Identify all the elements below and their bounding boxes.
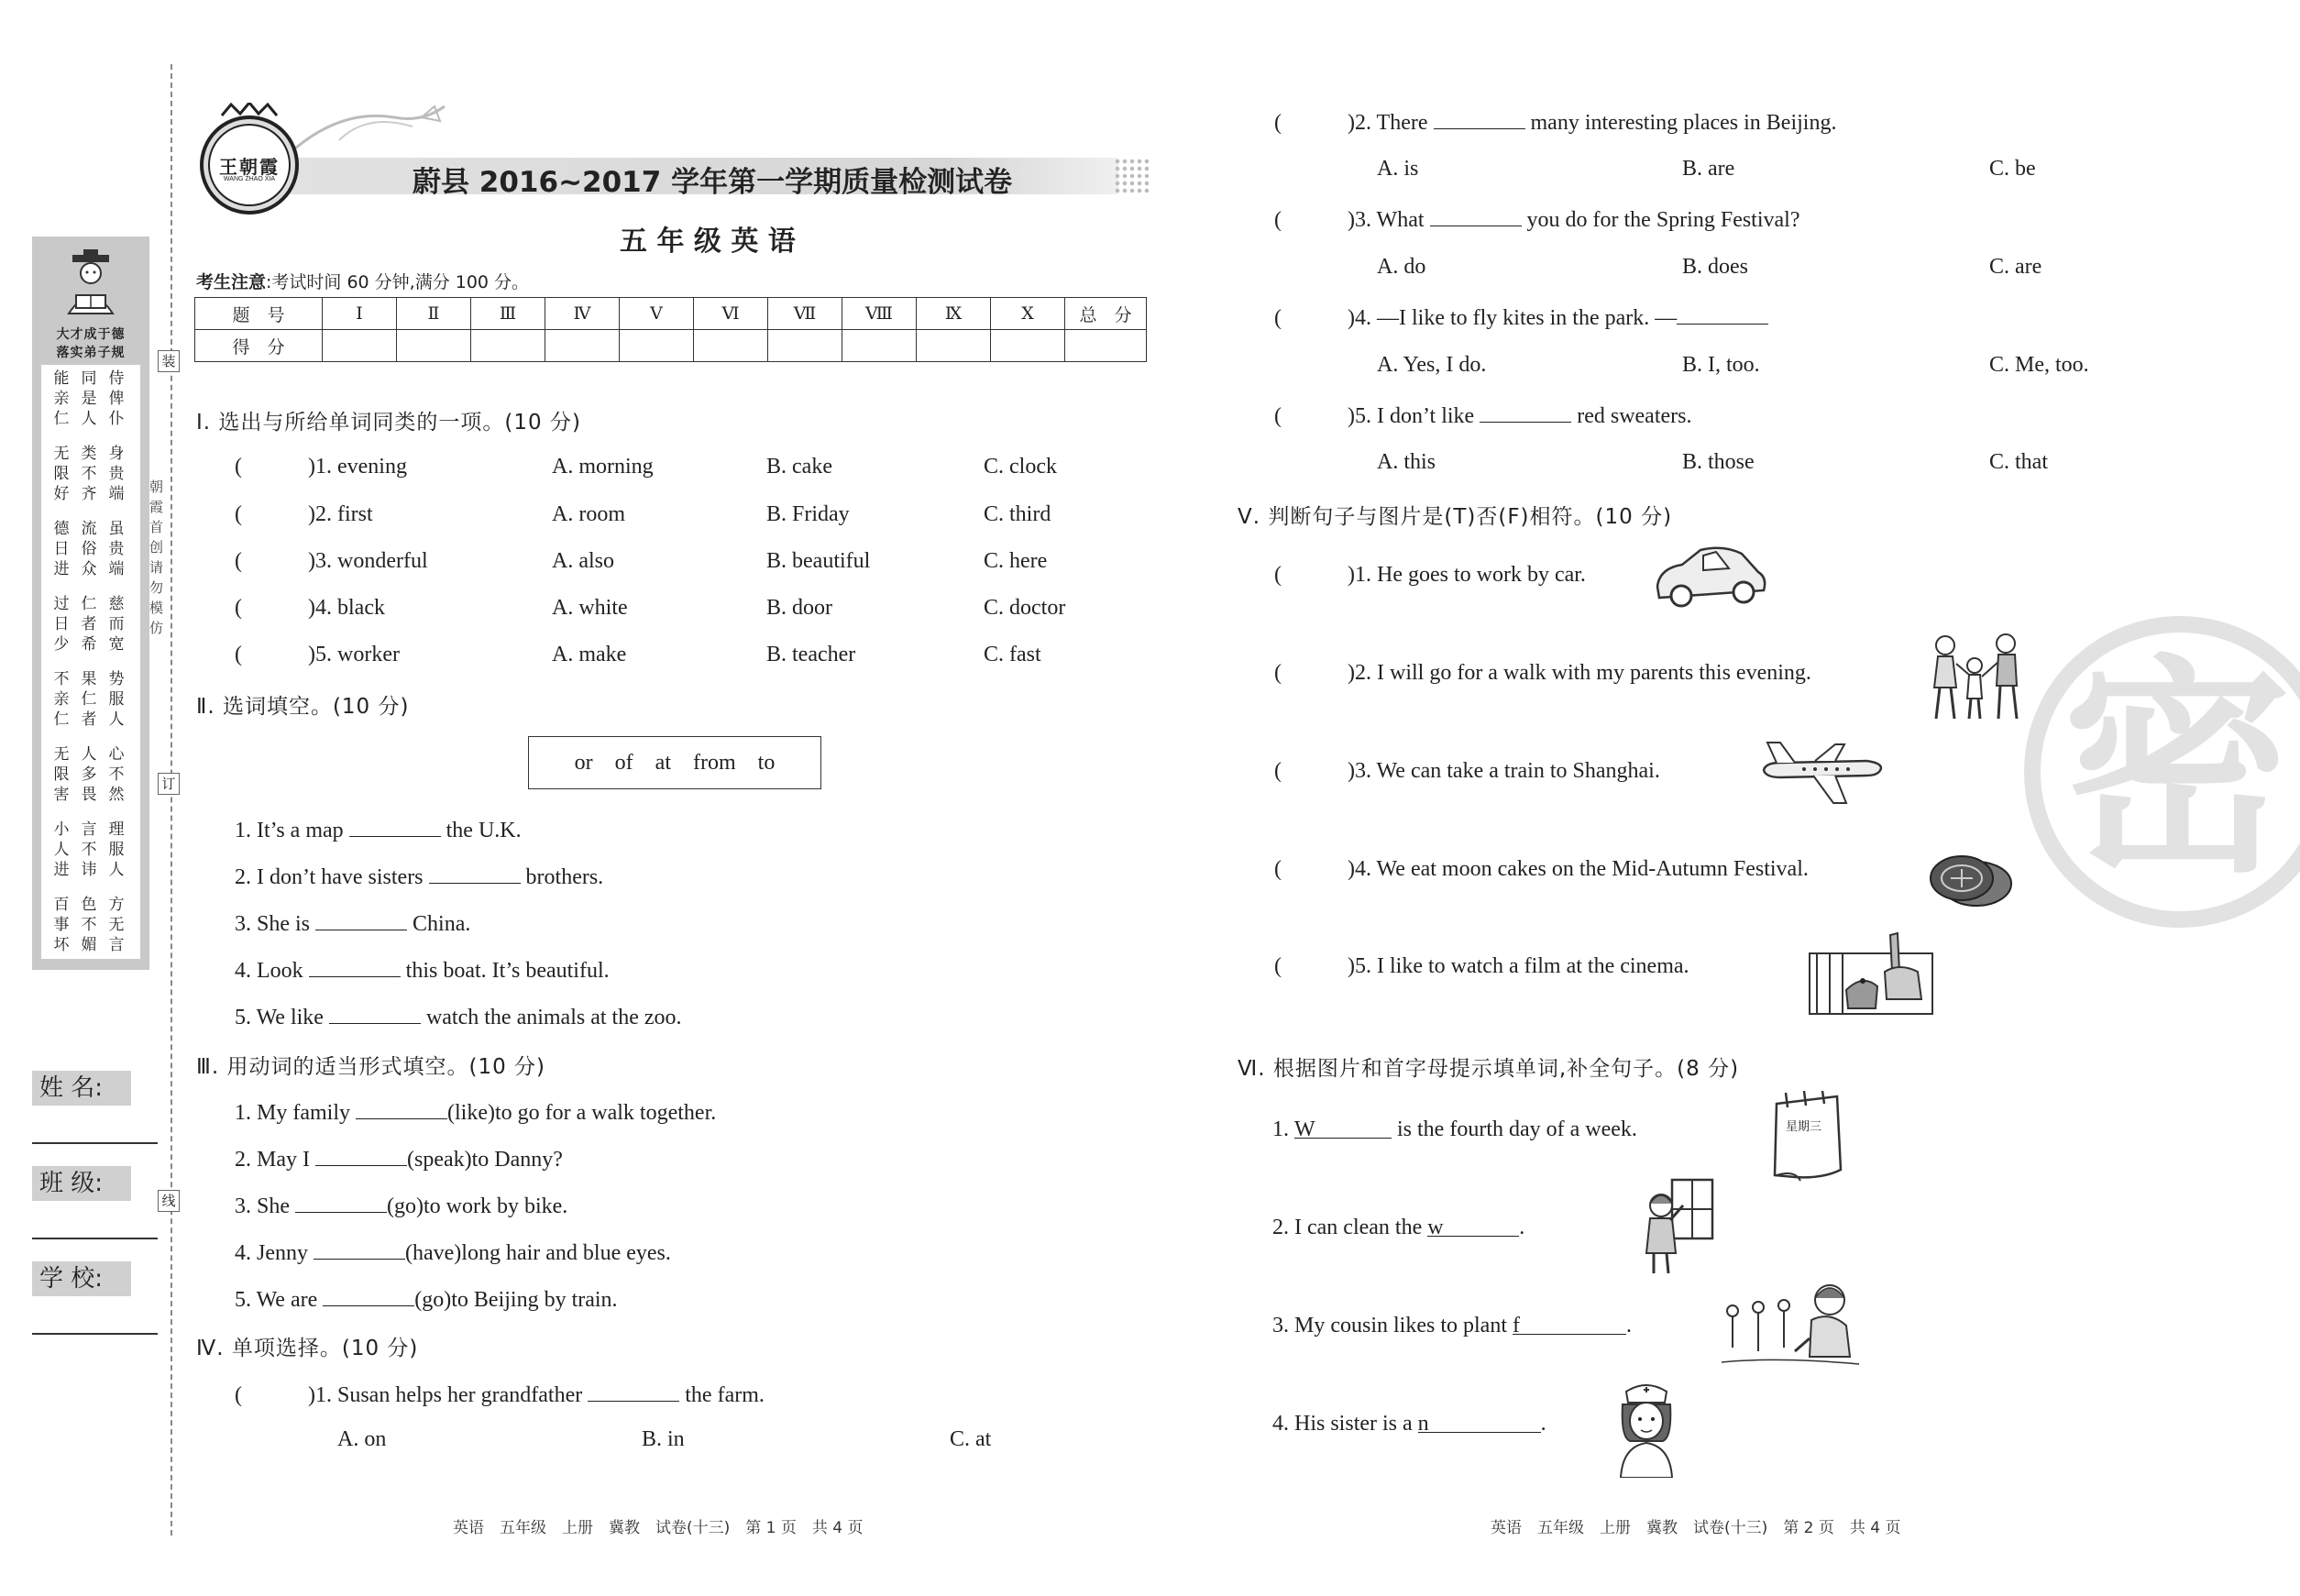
s1-opt-c[interactable]: C. clock bbox=[984, 455, 1057, 479]
poem-col: 虽贵端 bbox=[108, 520, 127, 578]
s4-opt-c[interactable]: C. are bbox=[1989, 255, 2042, 279]
calendar-icon bbox=[1767, 1091, 1846, 1186]
zoo-animals-icon bbox=[1808, 926, 1936, 1021]
s1-opt-c[interactable]: C. fast bbox=[984, 643, 1041, 666]
s1-opt-b[interactable]: B. teacher bbox=[766, 643, 856, 666]
class-field[interactable] bbox=[32, 1238, 158, 1239]
s4-opt-a[interactable]: A. on bbox=[337, 1427, 387, 1451]
s4-opt-c[interactable]: C. be bbox=[1989, 157, 2036, 181]
poem-col: 类不齐 bbox=[81, 445, 99, 503]
s6-post: is the fourth day of a week. bbox=[1397, 1117, 1637, 1141]
family-walk-icon bbox=[1925, 633, 2028, 728]
score-col-total: 总 分 bbox=[1065, 298, 1147, 330]
s2-pre: 1. It’s a map bbox=[235, 819, 344, 842]
s1-stem: )5. worker bbox=[308, 643, 400, 666]
s1-opt-b[interactable]: B. cake bbox=[766, 455, 832, 479]
score-cell[interactable] bbox=[694, 330, 768, 362]
s1-stem: )4. black bbox=[308, 596, 385, 620]
s2-pre: 4. Look bbox=[235, 959, 303, 983]
s6-letter: w bbox=[1427, 1216, 1444, 1239]
section1-title: Ⅰ. 选出与所给单词同类的一项。(10 分) bbox=[196, 411, 581, 435]
s4-opt-a[interactable]: A. do bbox=[1377, 255, 1426, 279]
s3-pre: 4. Jenny bbox=[235, 1241, 308, 1265]
vertical-note: 朝霞首创 请勿模仿 bbox=[149, 479, 164, 636]
s4-blank[interactable] bbox=[1677, 303, 1768, 325]
poem-col: 德日进 bbox=[53, 520, 72, 578]
poem-col: 人多畏 bbox=[81, 745, 99, 804]
s6-post: . bbox=[1519, 1216, 1525, 1239]
word-bank-item: at bbox=[655, 751, 671, 775]
score-cell[interactable] bbox=[471, 330, 545, 362]
s4-opt-c[interactable]: C. at bbox=[950, 1427, 992, 1451]
word-bank-box bbox=[528, 736, 821, 789]
s1-item-3: ( )3. wonderful bbox=[235, 549, 428, 573]
poem-col: 不亲仁 bbox=[53, 670, 72, 729]
s2-post: this boat. It’s beautiful. bbox=[405, 959, 610, 983]
poem-col: 身贵端 bbox=[108, 445, 127, 503]
s5-item-5: ( )5. I like to watch a film at the cinema. bbox=[1274, 954, 1689, 978]
fold-mark-3: 线 bbox=[158, 1190, 180, 1212]
s6-item-2 bbox=[1272, 1216, 1524, 1240]
score-col: Ⅶ bbox=[768, 298, 842, 330]
s4-blank[interactable] bbox=[1434, 108, 1525, 129]
s2-pre: 3. She is bbox=[235, 912, 311, 936]
s4-pre: )5. I don’t like bbox=[1348, 404, 1475, 428]
s1-item-4: ( )4. black bbox=[235, 596, 385, 620]
score-cell[interactable] bbox=[917, 330, 991, 362]
s5-text: )3. We can take a train to Shanghai. bbox=[1348, 759, 1660, 783]
score-cell[interactable] bbox=[323, 330, 397, 362]
poem-col: 方无言 bbox=[108, 896, 127, 954]
score-cell[interactable] bbox=[768, 330, 842, 362]
scholar-icon bbox=[56, 249, 126, 323]
s3-pre: 5. We are bbox=[235, 1288, 318, 1312]
motto-line-2: 落实弟子规 bbox=[56, 346, 126, 360]
poem-col: 无限好 bbox=[53, 445, 72, 503]
s4-item-3: ( )3. What you do for the Spring Festival? bbox=[1274, 205, 1800, 233]
s2-blank[interactable] bbox=[315, 909, 407, 930]
poem-col: 果仁者 bbox=[81, 670, 99, 729]
s5-text: )5. I like to watch a film at the cinema. bbox=[1348, 954, 1689, 978]
s3-pre: 1. My family bbox=[235, 1101, 350, 1125]
s2-item-1 bbox=[235, 816, 522, 843]
s3-item-5 bbox=[235, 1285, 618, 1313]
s5-item-2: ( )2. I will go for a walk with my parents this evening. bbox=[1274, 661, 1811, 685]
section6-title: Ⅵ. 根据图片和首字母提示填单词,补全句子。(8 分) bbox=[1238, 1057, 1740, 1081]
s4-pre: )2. There bbox=[1348, 111, 1428, 135]
s1-item-2: ( )2. first bbox=[235, 502, 373, 526]
s3-item-4 bbox=[235, 1238, 671, 1266]
footer-right: 英语 五年级 上册 冀教 试卷(十三) 第 2 页 共 4 页 bbox=[1491, 1519, 1901, 1537]
s6-pre: 1. bbox=[1272, 1117, 1289, 1141]
logo-text: 王朝霞 bbox=[219, 156, 280, 178]
s4-post: you do for the Spring Festival? bbox=[1526, 208, 1800, 232]
score-table bbox=[194, 297, 1147, 362]
s6-letter: n bbox=[1417, 1412, 1429, 1436]
s4-opt-b[interactable]: B. in bbox=[642, 1427, 685, 1451]
score-col: Ⅲ bbox=[471, 298, 545, 330]
s4-blank[interactable] bbox=[588, 1381, 679, 1402]
s5-text: )1. He goes to work by car. bbox=[1348, 563, 1586, 587]
notice-label: 考生注意 bbox=[196, 272, 267, 292]
score-cell[interactable] bbox=[545, 330, 620, 362]
s6-blank[interactable] bbox=[1427, 1216, 1519, 1237]
word-bank-item: to bbox=[757, 751, 776, 775]
poem-col: 小人进 bbox=[53, 820, 72, 879]
score-cell[interactable] bbox=[1065, 330, 1147, 362]
s4-item-1: ( )1. Susan helps her grandfather the farm. bbox=[235, 1381, 765, 1408]
s2-item-4 bbox=[235, 956, 610, 984]
s4-opt-b[interactable]: B. I, too. bbox=[1682, 353, 1760, 377]
s2-post: the U.K. bbox=[446, 819, 522, 842]
score-col: Ⅵ bbox=[694, 298, 768, 330]
airplane-icon bbox=[1758, 733, 1887, 810]
poem-columns bbox=[41, 367, 140, 963]
s2-post: China. bbox=[413, 912, 471, 936]
school-label: 学 校: bbox=[32, 1261, 131, 1296]
s3-post: (like)to go for a walk together. bbox=[447, 1101, 717, 1125]
section5-title: Ⅴ. 判断句子与图片是(T)否(F)相符。(10 分) bbox=[1238, 505, 1673, 529]
s4-opt-b[interactable]: B. are bbox=[1682, 157, 1735, 181]
s6-post: . bbox=[1625, 1314, 1632, 1337]
s4-item-4: ( )4. —I like to fly kites in the park. — bbox=[1274, 303, 1768, 331]
s6-pre: 4. His sister is a bbox=[1272, 1412, 1413, 1436]
s3-pre: 3. She bbox=[235, 1194, 290, 1218]
s2-post: watch the animals at the zoo. bbox=[425, 1006, 682, 1029]
section3-title: Ⅲ. 用动词的适当形式填空。(10 分) bbox=[196, 1055, 546, 1079]
score-cell[interactable] bbox=[620, 330, 694, 362]
poem-col: 言不讳 bbox=[81, 820, 99, 879]
s5-text: )4. We eat moon cakes on the Mid-Autumn Festival. bbox=[1348, 857, 1809, 881]
s3-item-2 bbox=[235, 1145, 563, 1172]
s5-text: )2. I will go for a walk with my parents this evening. bbox=[1348, 661, 1811, 685]
class-label: 班 级: bbox=[32, 1166, 131, 1201]
score-cell[interactable] bbox=[991, 330, 1065, 362]
s2-pre: 5. We like bbox=[235, 1006, 324, 1029]
poem-col: 过日少 bbox=[53, 595, 72, 654]
s1-opt-b[interactable]: B. beautiful bbox=[766, 549, 871, 573]
s6-blank[interactable] bbox=[1417, 1412, 1541, 1436]
footer-left: 英语 五年级 上册 冀教 试卷(十三) 第 1 页 共 4 页 bbox=[453, 1519, 864, 1537]
s1-opt-a[interactable]: A. also bbox=[552, 549, 614, 573]
s1-opt-c[interactable]: C. doctor bbox=[984, 596, 1066, 620]
boy-planting-flowers-icon bbox=[1722, 1274, 1868, 1379]
s3-post: (have)long hair and blue eyes. bbox=[405, 1241, 671, 1265]
score-col: Ⅱ bbox=[397, 298, 471, 330]
s4-item-5: ( )5. I don’t like red sweaters. bbox=[1274, 402, 1691, 429]
score-col: Ⅳ bbox=[545, 298, 620, 330]
brand-logo-seal bbox=[196, 103, 303, 218]
s2-item-3 bbox=[235, 909, 470, 937]
score-row-label: 得 分 bbox=[195, 330, 323, 362]
ribbon-decoration-icon bbox=[284, 99, 449, 163]
s6-blank[interactable] bbox=[1294, 1117, 1392, 1139]
poem-col: 侍俾仆 bbox=[108, 369, 127, 428]
word-bank-item: of bbox=[614, 751, 633, 775]
s1-opt-a[interactable]: A. white bbox=[552, 596, 628, 620]
calendar-text: 星期三 bbox=[1786, 1120, 1822, 1134]
fold-mark-2: 订 bbox=[158, 773, 180, 795]
score-col-label: 题 号 bbox=[195, 298, 323, 330]
s1-opt-b[interactable]: B. door bbox=[766, 596, 832, 620]
score-cell[interactable] bbox=[842, 330, 917, 362]
banner-dots bbox=[1114, 158, 1150, 194]
s1-item-5: ( )5. worker bbox=[235, 643, 400, 666]
s1-opt-a[interactable]: A. morning bbox=[552, 455, 654, 479]
s6-item-3 bbox=[1272, 1314, 1632, 1338]
s2-item-5 bbox=[235, 1003, 682, 1030]
s5-item-3: ( )3. We can take a train to Shanghai. bbox=[1274, 759, 1660, 783]
s1-stem: )1. evening bbox=[308, 455, 407, 479]
s4-opt-a[interactable]: A. this bbox=[1377, 450, 1436, 474]
s4-item-2: ( )2. There many interesting places in Beijing. bbox=[1274, 108, 1836, 136]
s4-pre: )4. —I like to fly kites in the park. — bbox=[1348, 306, 1678, 330]
s4-post: the farm. bbox=[685, 1383, 765, 1407]
poem-col: 同是人 bbox=[81, 369, 99, 428]
s3-post: (speak)to Danny? bbox=[406, 1148, 563, 1172]
poem-col: 心不然 bbox=[108, 745, 127, 804]
poem-col: 仁者希 bbox=[81, 595, 99, 654]
poem-col: 能亲仁 bbox=[53, 369, 72, 428]
s1-opt-c[interactable]: C. third bbox=[984, 502, 1051, 526]
s3-blank[interactable] bbox=[295, 1192, 387, 1213]
word-bank-item: from bbox=[693, 751, 736, 775]
s1-opt-c[interactable]: C. here bbox=[984, 549, 1048, 573]
s4-opt-b[interactable]: B. those bbox=[1682, 450, 1755, 474]
score-table-score-row bbox=[195, 330, 1147, 362]
subject-title: 五 年 级 英 语 bbox=[620, 226, 796, 258]
s4-opt-c[interactable]: C. Me, too. bbox=[1989, 353, 2089, 377]
s6-item-1 bbox=[1272, 1117, 1637, 1142]
s4-blank[interactable] bbox=[1480, 402, 1571, 423]
s2-blank[interactable] bbox=[329, 1003, 421, 1024]
s2-blank[interactable] bbox=[309, 956, 401, 977]
s5-item-1: ( )1. He goes to work by car. bbox=[1274, 563, 1586, 587]
s6-post: . bbox=[1540, 1412, 1546, 1436]
s2-post: brothers. bbox=[525, 865, 604, 889]
s1-stem: )2. first bbox=[308, 502, 373, 526]
s2-item-2 bbox=[235, 863, 603, 890]
s3-post: (go)to Beijing by train. bbox=[414, 1288, 618, 1312]
s6-blank[interactable] bbox=[1513, 1314, 1626, 1335]
s3-item-3 bbox=[235, 1192, 567, 1219]
s1-opt-b[interactable]: B. Friday bbox=[766, 502, 850, 526]
car-icon bbox=[1650, 541, 1769, 618]
motto-line-1: 大才成于德 bbox=[56, 327, 126, 342]
s3-blank[interactable] bbox=[315, 1145, 407, 1166]
score-col: Ⅷ bbox=[842, 298, 917, 330]
name-label: 姓 名: bbox=[32, 1071, 131, 1106]
poem-col: 百事坏 bbox=[53, 896, 72, 954]
s3-blank[interactable] bbox=[314, 1238, 405, 1260]
s4-pre: )3. What bbox=[1348, 208, 1425, 232]
s5-item-4: ( )4. We eat moon cakes on the Mid-Autumn Festival. bbox=[1274, 857, 1809, 881]
name-field[interactable] bbox=[32, 1142, 158, 1144]
watermark-char: 密 bbox=[2063, 636, 2292, 903]
s3-post: (go)to work by bike. bbox=[387, 1194, 568, 1218]
s1-stem: )3. wonderful bbox=[308, 549, 428, 573]
mooncake-icon bbox=[1927, 853, 2015, 911]
poem-col: 无限害 bbox=[53, 745, 72, 804]
score-col: Ⅰ bbox=[323, 298, 397, 330]
s4-opt-a[interactable]: A. Yes, I do. bbox=[1377, 353, 1487, 377]
school-field[interactable] bbox=[32, 1333, 158, 1335]
logo-subtext: WANG ZHAO XIA bbox=[223, 176, 276, 182]
fold-mark-1: 装 bbox=[158, 350, 180, 372]
s1-item-1: ( )1. evening bbox=[235, 455, 407, 479]
poem-col: 势服人 bbox=[108, 670, 127, 729]
s2-blank[interactable] bbox=[349, 816, 441, 837]
s4-post: many interesting places in Beijing. bbox=[1530, 111, 1837, 135]
s6-letter: W bbox=[1294, 1117, 1315, 1141]
s2-blank[interactable] bbox=[429, 863, 521, 884]
s4-blank[interactable] bbox=[1430, 205, 1522, 226]
binding-dashed-line bbox=[171, 64, 172, 1535]
exam-notice bbox=[196, 269, 529, 293]
s4-pre: )1. Susan helps her grandfather bbox=[308, 1383, 583, 1407]
nurse-icon bbox=[1613, 1382, 1679, 1481]
section4-title: Ⅳ. 单项选择。(10 分) bbox=[196, 1337, 419, 1360]
s6-pre: 2. I can clean the bbox=[1272, 1216, 1423, 1239]
poem-col: 流俗众 bbox=[81, 520, 99, 578]
word-bank-item: or bbox=[574, 751, 593, 775]
section2-title: Ⅱ. 选词填空。(10 分) bbox=[196, 695, 410, 719]
s4-post: red sweaters. bbox=[1577, 404, 1692, 428]
exam-title: 蔚县 2016~2017 学年第一学期质量检测试卷 bbox=[413, 166, 1013, 199]
s6-item-4 bbox=[1272, 1412, 1546, 1436]
girl-cleaning-window-icon bbox=[1641, 1178, 1714, 1282]
poem-col: 理服人 bbox=[108, 820, 127, 879]
score-cell[interactable] bbox=[397, 330, 471, 362]
s4-opt-c[interactable]: C. that bbox=[1989, 450, 2048, 474]
s1-opt-a[interactable]: A. room bbox=[552, 502, 625, 526]
score-table-header-row bbox=[195, 298, 1147, 330]
s3-pre: 2. May I bbox=[235, 1148, 310, 1172]
s3-blank[interactable] bbox=[356, 1098, 447, 1119]
s4-opt-b[interactable]: B. does bbox=[1682, 255, 1748, 279]
s1-opt-a[interactable]: A. make bbox=[552, 643, 627, 666]
poem-col: 色不媚 bbox=[81, 896, 99, 954]
s6-letter: f bbox=[1512, 1314, 1520, 1337]
score-col: Ⅴ bbox=[620, 298, 694, 330]
score-col: Ⅸ bbox=[917, 298, 991, 330]
poem-col: 慈而宽 bbox=[108, 595, 127, 654]
s2-pre: 2. I don’t have sisters bbox=[235, 865, 424, 889]
s4-opt-a[interactable]: A. is bbox=[1377, 157, 1419, 181]
notice-text: :考试时间 60 分钟,满分 100 分。 bbox=[266, 272, 530, 292]
s6-pre: 3. My cousin likes to plant bbox=[1272, 1314, 1507, 1337]
s3-item-1 bbox=[235, 1098, 716, 1126]
score-col: Ⅹ bbox=[991, 298, 1065, 330]
s3-blank[interactable] bbox=[323, 1285, 414, 1306]
